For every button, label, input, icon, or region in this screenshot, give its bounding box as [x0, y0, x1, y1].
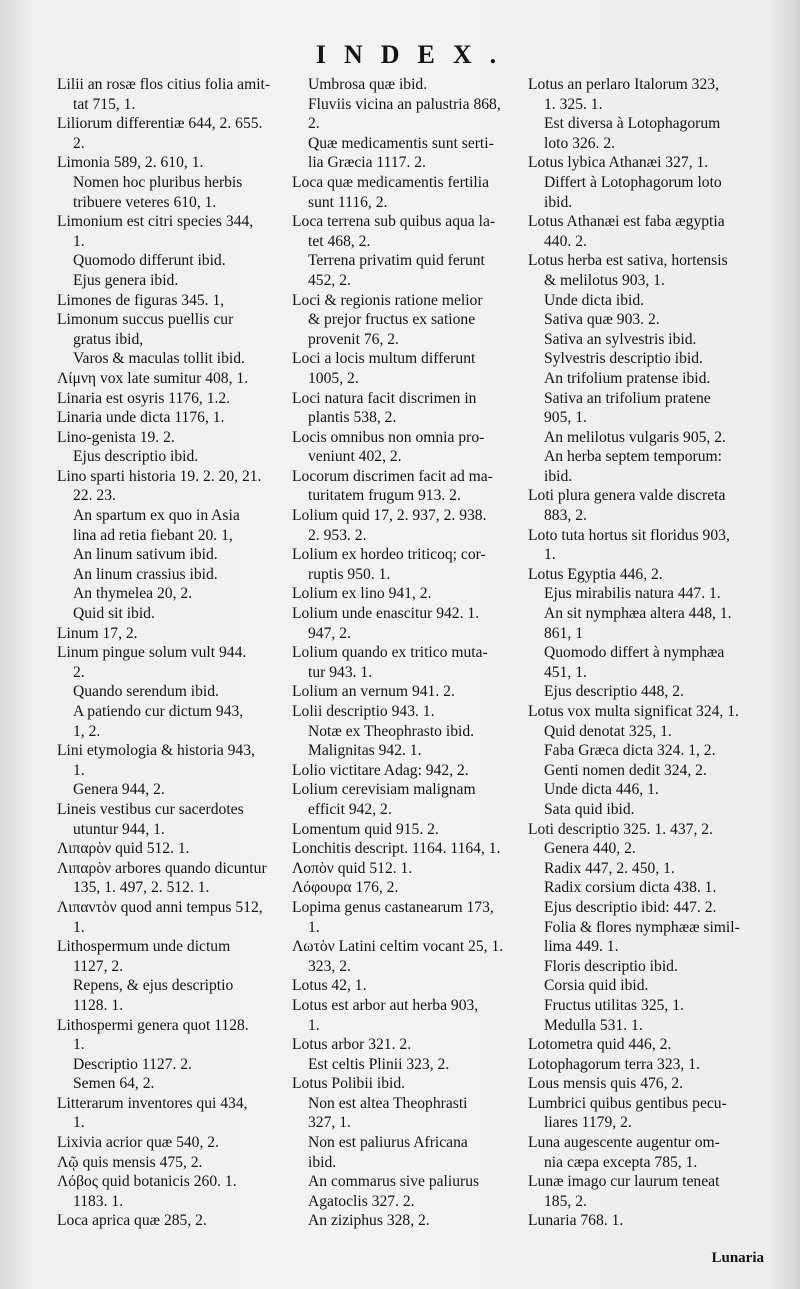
index-entry: nia cæpa excepta 785, 1. [544, 1153, 698, 1171]
index-entry: tat 715, 1. [73, 95, 136, 113]
index-entry: plantis 538, 2. [308, 409, 397, 427]
index-entry: liares 1179, 2. [544, 1114, 632, 1132]
index-entry: 1005, 2. [308, 369, 359, 387]
catchword: Lunaria [711, 1250, 764, 1266]
index-entry: Lonchitis descript. 1164. 1164, 1. [292, 840, 501, 858]
index-entry: Lomentum quid 915. 2. [292, 820, 439, 838]
index-entry: Λιπαρὸν arbores quando dicuntur [57, 859, 267, 877]
index-entry: 2. [73, 663, 85, 681]
index-entry: 947, 2. [308, 624, 351, 642]
index-entry: loto 326. 2. [544, 134, 616, 152]
index-entry: 1. 325. 1. [544, 95, 603, 113]
index-entry: Genti nomen dedit 324, 2. [544, 761, 707, 779]
index-entry: 1. [73, 918, 85, 936]
index-entry: Lunæ imago cur laurum teneat [528, 1173, 720, 1191]
index-entry: Medulla 531. 1. [544, 1016, 643, 1034]
index-entry: 323, 2. [308, 957, 351, 975]
page-header [0, 40, 800, 74]
index-entry: 451, 1. [544, 663, 587, 681]
index-entry: 1. [73, 232, 85, 250]
index-entry: Ejus genera ibid. [73, 271, 179, 289]
index-entry: Loca aprica quæ 285, 2. [57, 1212, 207, 1230]
index-entry: Lolium ex lino 941, 2. [292, 585, 432, 603]
index-entry: Notæ ex Theophrasto ibid. [308, 722, 475, 740]
index-entry: Non est altea Theophrasti [308, 1094, 468, 1112]
index-entry: gratus ibid, [73, 330, 144, 348]
index-entry: Liliorum differentiæ 644, 2. 655. [57, 115, 263, 133]
index-entry: Lolium unde enascitur 942. 1. [292, 605, 480, 623]
index-entry: Lunaria 768. 1. [528, 1212, 624, 1230]
index-entry: ruptis 950. 1. [308, 565, 391, 583]
index-entry: An linum crassius ibid. [73, 565, 218, 583]
index-entry: Sativa quæ 903. 2. [544, 311, 660, 329]
index-entry: Limonum succus puellis cur [57, 311, 234, 329]
index-entry: Limonia 589, 2. 610, 1. [57, 154, 204, 172]
index-entry: Quid sit ibid. [73, 605, 155, 623]
index-entry: Lotus est arbor aut herba 903, [292, 996, 479, 1014]
index-entry: Lolio victitare Adag: 942, 2. [292, 761, 469, 779]
index-entry: An commarus sive paliurus [308, 1173, 480, 1191]
index-entry: Lino-genista 19. 2. [57, 428, 175, 446]
index-entry: Est celtis Plinii 323, 2. [308, 1055, 450, 1073]
index-entry: Lithospermum unde dictum [57, 938, 231, 956]
index-entry: 327, 1. [308, 1114, 351, 1132]
index-entry: Lolium ex hordeo triticoq; cor- [292, 546, 486, 564]
index-entry: Sylvestris descriptio ibid. [544, 350, 703, 368]
index-entry: 185, 2. [544, 1192, 587, 1210]
index-entry: Λιπαντὸν quod anni tempus 512, [57, 898, 263, 916]
index-entry: ibid. [544, 467, 573, 485]
index-entry: 1. [308, 918, 320, 936]
index-entry: Sativa an sylvestris ibid. [544, 330, 697, 348]
index-entry: Repens, & ejus descriptio [73, 977, 234, 995]
index-entry: Lotus Athanæi est faba ægyptia [528, 213, 725, 231]
index-entry: Loca quæ medicamentis fertilia [292, 173, 490, 191]
index-entry: Λῷ quis mensis 475, 2. [57, 1153, 203, 1171]
index-entry: 1. [73, 1114, 85, 1132]
index-entry: Λόφουρα 176, 2. [292, 879, 399, 897]
index-entry: Fluviis vicina an palustria 868, [308, 95, 501, 113]
index-entry: Ejus descriptio 448, 2. [544, 683, 684, 701]
index-entry: 440. 2. [544, 232, 587, 250]
index-entry: Genera 440, 2. [544, 840, 636, 858]
index-entry: Ejus descriptio ibid: 447. 2. [544, 898, 717, 916]
index-entry: Unde dicta 446, 1. [544, 781, 659, 799]
index-entry: Limones de figuras 345. 1, [57, 291, 225, 309]
index-entry: An linum sativum ibid. [73, 546, 218, 564]
index-entry: & melilotus 903, 1. [544, 271, 665, 289]
index-entry: Non est paliurus Africana [308, 1134, 468, 1152]
index-column-1 [57, 75, 285, 1255]
index-entry: 2. 953. 2. [308, 526, 367, 544]
index-entry: lima 449. 1. [544, 938, 619, 956]
index-entry: utuntur 944, 1. [73, 820, 165, 838]
index-entry: 1. [73, 1036, 85, 1054]
index-entry: Lotus vox multa significat 324, 1. [528, 703, 739, 720]
index-entry: Lolium quando ex tritico muta- [292, 644, 488, 662]
index-entry: Linum pingue solum vult 944. [57, 644, 247, 662]
index-entry: Loti plura genera valde discreta [528, 487, 726, 505]
index-entry: ibid. [308, 1153, 337, 1171]
index-entry: Faba Græca dicta 324. 1, 2. [544, 742, 716, 760]
index-entry: Sativa an trifolium pratene [544, 389, 711, 407]
index-entry: Loci a locis multum differunt [292, 350, 476, 368]
index-entry: An sit nymphæa altera 448, 1. [544, 605, 732, 623]
index-entry: 2. [308, 115, 320, 133]
index-entry: Nomen hoc pluribus herbis [73, 173, 243, 191]
index-entry: An thymelea 20, 2. [73, 585, 193, 603]
index-entry: Lini etymologia & historia 943, [57, 742, 255, 760]
index-entry: 883, 2. [544, 507, 587, 525]
index-entry: Lotus lybica Athanæi 327, 1. [528, 154, 709, 172]
index-entry: 905, 1. [544, 409, 587, 427]
index-entry: Loca terrena sub quibus aqua la- [292, 213, 496, 231]
index-entry: Radix corsium dicta 438. 1. [544, 879, 717, 897]
index-columns [57, 75, 767, 1255]
index-entry: Ejus mirabilis natura 447. 1. [544, 585, 721, 603]
index-entry: Loto tuta hortus sit floridus 903, [528, 526, 730, 544]
index-entry: Locorum discrimen facit ad ma- [292, 467, 493, 485]
index-entry: 1183. 1. [73, 1192, 124, 1210]
index-entry: 1127, 2. [73, 957, 124, 975]
index-entry: Lotophagorum terra 323, 1. [528, 1055, 700, 1073]
index-entry: efficit 942, 2. [308, 800, 392, 818]
index-entry: Λωτὸν Latini celtim vocant 25, 1. [292, 938, 504, 956]
index-entry: 1. [544, 546, 556, 564]
index-entry: 1, 2. [73, 722, 101, 740]
index-entry: 452, 2. [308, 271, 351, 289]
index-entry: Varos & maculas tollit ibid. [73, 350, 245, 368]
index-entry: Differt à Lotophagorum loto [544, 173, 722, 191]
index-entry: Λιπαρὸν quid 512. 1. [57, 840, 190, 858]
index-entry: Lotus arbor 321. 2. [292, 1036, 412, 1054]
index-entry: Limonium est citri species 344, [57, 213, 254, 231]
index-entry: Loci & regionis ratione melior [292, 291, 483, 309]
index-entry: Sata quid ibid. [544, 800, 635, 818]
index-entry: Lumbrici quibus gentibus pecu- [528, 1094, 727, 1112]
index-entry: Λοπὸν quid 512. 1. [292, 859, 413, 877]
page-title: INDEX. [315, 40, 515, 69]
index-column-3 [528, 75, 768, 1255]
index-entry: Lithospermi genera quot 1128. [57, 1016, 249, 1034]
index-entry: Lolii descriptio 943. 1. [292, 703, 435, 720]
index-entry: Litterarum inventores qui 434, [57, 1094, 248, 1112]
index-entry: Lotus Egyptia 446, 2. [528, 565, 663, 583]
index-entry: Lotus Polibii ibid. [292, 1075, 406, 1093]
index-entry: tur 943. 1. [308, 663, 373, 681]
index-entry: Quomodo differunt ibid. [73, 252, 226, 270]
index-entry: Loti descriptio 325. 1. 437, 2. [528, 820, 713, 838]
index-entry: Descriptio 1127. 2. [73, 1055, 192, 1073]
index-entry: Folia & flores nymphææ simil- [544, 918, 740, 936]
index-entry: Quomodo differt à nymphæa [544, 644, 725, 662]
index-entry: An melilotus vulgaris 905, 2. [544, 428, 726, 446]
index-entry: Ejus descriptio ibid. [73, 448, 199, 466]
index-entry: veniunt 402, 2. [308, 448, 402, 466]
index-entry: Terrena privatim quid ferunt [308, 252, 485, 270]
index-entry: Agatoclis 327. 2. [308, 1192, 415, 1210]
index-entry: An trifolium pratense ibid. [544, 369, 711, 387]
index-entry: Lotus 42, 1. [292, 977, 367, 995]
index-entry: Genera 944, 2. [73, 781, 165, 799]
index-entry: ibid. [544, 193, 573, 211]
index-entry: Est diversa à Lotophagorum [544, 115, 721, 133]
index-entry: Lolium cerevisiam malignam [292, 781, 476, 799]
index-entry: tribuere veteres 610, 1. [73, 193, 217, 211]
index-entry: Umbrosa quæ ibid. [308, 76, 428, 93]
index-entry: 1. [73, 761, 85, 779]
index-entry: Lotus herba est sativa, hortensis [528, 252, 728, 270]
index-entry: Lixivia acrior quæ 540, 2. [57, 1134, 219, 1152]
index-entry: Luna augescente augentur om- [528, 1134, 720, 1152]
index-entry: provenit 76, 2. [308, 330, 399, 348]
index-entry: Linaria unde dicta 1176, 1. [57, 409, 225, 427]
index-entry: A patiendo cur dictum 943, [73, 703, 244, 720]
index-entry: An ziziphus 328, 2. [308, 1212, 430, 1230]
index-entry: An spartum ex quo in Asia [73, 507, 240, 525]
index-entry: sunt 1116, 2. [308, 193, 388, 211]
index-entry: lina ad retia fiebant 20. 1, [73, 526, 233, 544]
index-entry: Λίμνη vox late sumitur 408, 1. [57, 369, 249, 387]
index-entry: Λόβος quid botanicis 260. 1. [57, 1173, 237, 1191]
index-entry: Lolium an vernum 941. 2. [292, 683, 455, 701]
index-entry: Malignitas 942. 1. [308, 742, 422, 760]
index-entry: Quando serendum ibid. [73, 683, 219, 701]
index-entry: Lopima genus castanearum 173, [292, 898, 494, 916]
index-entry: Loci natura facit discrimen in [292, 389, 477, 407]
index-entry: Locis omnibus non omnia pro- [292, 428, 485, 446]
index-entry: Floris descriptio ibid. [544, 957, 678, 975]
index-entry: An herba septem temporum: [544, 448, 722, 466]
index-entry: lia Græcia 1117. 2. [308, 154, 426, 172]
index-entry: 135, 1. 497, 2. 512. 1. [73, 879, 210, 897]
index-entry: Lolium quid 17, 2. 937, 2. 938. [292, 507, 487, 525]
index-entry: Fructus utilitas 325, 1. [544, 996, 684, 1014]
index-entry: Lino sparti historia 19. 2. 20, 21. [57, 467, 262, 485]
index-entry: Lilii an rosæ flos citius folia amit- [57, 76, 271, 93]
index-entry: Linaria est osyris 1176, 1.2. [57, 389, 231, 407]
index-entry: & prejor fructus ex satione [308, 311, 476, 329]
index-entry: Lotus an perlaro Italorum 323, [528, 76, 719, 93]
index-entry: Lous mensis quis 476, 2. [528, 1075, 684, 1093]
index-entry: 2. [73, 134, 85, 152]
index-entry: Quæ medicamentis sunt serti- [308, 134, 494, 152]
index-entry: Linum 17, 2. [57, 624, 138, 642]
index-entry: Quid denotat 325, 1. [544, 722, 672, 740]
index-column-2 [292, 75, 525, 1255]
index-entry: Semen 64, 2. [73, 1075, 155, 1093]
index-entry: Radix 447, 2. 450, 1. [544, 859, 675, 877]
index-entry: Unde dicta ibid. [544, 291, 645, 309]
index-entry: 861, 1 [544, 624, 583, 642]
index-entry: Lotometra quid 446, 2. [528, 1036, 672, 1054]
index-entry: Lineis vestibus cur sacerdotes [57, 800, 244, 818]
index-entry: 1128. 1. [73, 996, 124, 1014]
index-entry: 22. 23. [73, 487, 116, 505]
index-entry: turitatem frugum 913. 2. [308, 487, 461, 505]
index-entry: tet 468, 2. [308, 232, 371, 250]
index-entry: Corsia quid ibid. [544, 977, 649, 995]
index-entry: 1. [308, 1016, 320, 1034]
